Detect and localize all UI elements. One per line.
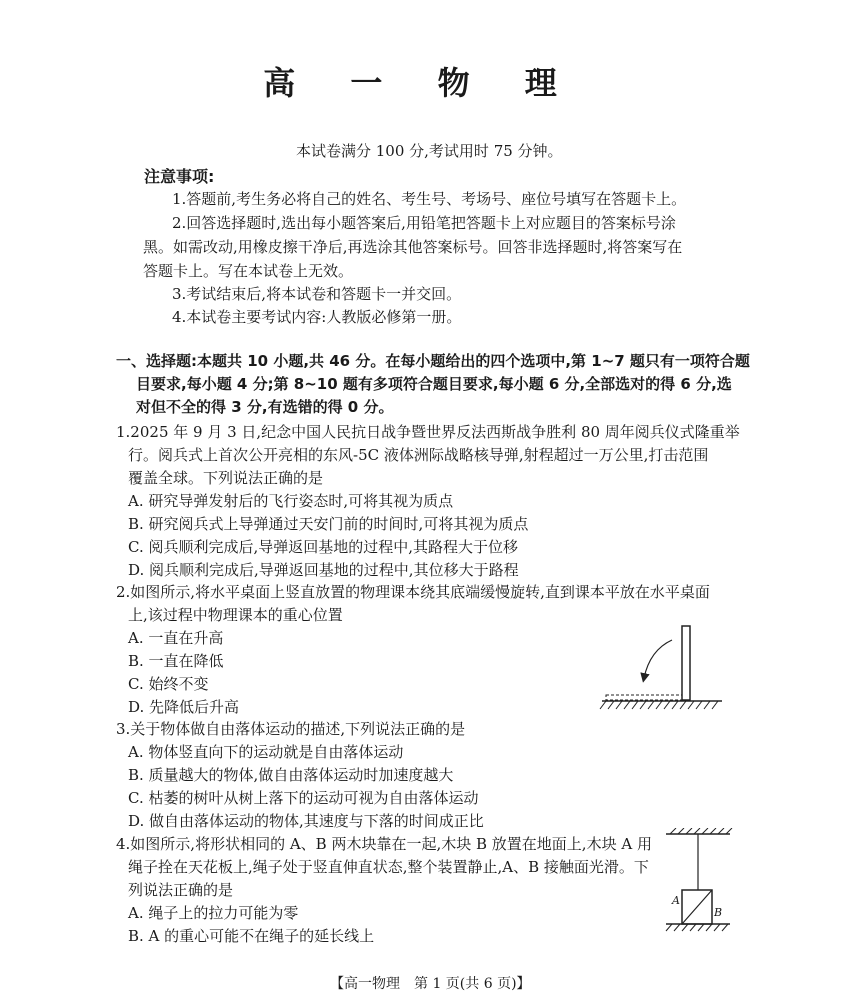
question-4-option-b: B. A 的重心可能不在绳子的延长线上 <box>128 927 375 945</box>
block-b-label: B <box>714 906 723 919</box>
section-instructions: 一、选择题:本题共 10 小题,共 46 分。在每小题给出的四个选项中,第 1~7 题只有一项符合题 <box>116 352 750 370</box>
question-3-option-c: C. 枯萎的树叶从树上落下的运动可视为自由落体运动 <box>128 789 479 807</box>
table-hatching <box>600 701 718 709</box>
blocks-figure <box>660 828 736 932</box>
question-2-option-a: A. 一直在升高 <box>128 629 224 647</box>
question-3-stem: 3.关于物体做自由落体运动的描述,下列说法正确的是 <box>116 720 466 738</box>
question-4-stem: 绳子拴在天花板上,绳子处于竖直伸直状态,整个装置静止,A、B 接触面光滑。下 <box>128 858 649 876</box>
notice-item: 3.考试结束后,将本试卷和答题卡一并交回。 <box>172 285 462 303</box>
question-4-option-a: A. 绳子上的拉力可能为零 <box>128 904 299 922</box>
section-instructions: 对但不全的得 3 分,有选错的得 0 分。 <box>136 398 394 416</box>
notice-item: 4.本试卷主要考试内容:人教版必修第一册。 <box>172 308 462 326</box>
ceiling-hatching <box>670 828 732 834</box>
question-2-stem: 上,该过程中物理课本的重心位置 <box>128 606 343 624</box>
question-3-option-b: B. 质量越大的物体,做自由落体运动时加速度越大 <box>128 766 454 784</box>
notice-item: 2.回答选择题时,选出每小题答案后,用铅笔把答题卡上对应题目的答案标号涂 <box>172 214 676 232</box>
question-4-stem: 4.如图所示,将形状相同的 A、B 两木块靠在一起,木块 B 放置在地面上,木块 A 用 <box>116 835 652 853</box>
question-2-option-d: D. 先降低后升高 <box>128 698 240 716</box>
page-title: 高 一 物 理 <box>263 64 579 102</box>
notice-item: 答题卡上。写在本试卷上无效。 <box>143 262 354 280</box>
section-instructions: 目要求,每小题 4 分;第 8~10 题有多项符合题目要求,每小题 6 分,全部选对的得 6 分,选 <box>136 375 732 393</box>
rotation-arrow <box>644 640 672 678</box>
question-2-stem: 2.如图所示,将水平桌面上竖直放置的物理课本绕其底端缓慢旋转,直到课本平放在水平桌面 <box>116 583 710 601</box>
question-3-option-d: D. 做自由落体运动的物体,其速度与下落的时间成正比 <box>128 812 484 830</box>
question-1-option-d: D. 阅兵顺利完成后,导弹返回基地的过程中,其位移大于路程 <box>128 561 519 579</box>
question-1-option-b: B. 研究阅兵式上导弹通过天安门前的时间时,可将其视为质点 <box>128 515 529 533</box>
question-1-option-a: A. 研究导弹发射后的飞行姿态时,可将其视为质点 <box>128 492 454 510</box>
ground-hatching <box>666 924 728 931</box>
notice-item: 1.答题前,考生务必将自己的姓名、考生号、考场号、座位号填写在答题卡上。 <box>172 190 687 208</box>
question-1-stem: 1.2025 年 9 月 3 日,纪念中国人民抗日战争暨世界反法西斯战争胜利 80 周年阅兵仪式隆重举 <box>116 423 740 441</box>
question-2-option-b: B. 一直在降低 <box>128 652 224 670</box>
upright-book <box>682 626 690 700</box>
question-1-stem: 覆盖全球。下列说法正确的是 <box>128 469 324 487</box>
notice-item: 黑。如需改动,用橡皮擦干净后,再选涂其他答案标号。回答非选择题时,将答案写在 <box>143 238 683 256</box>
blocks-diagram <box>660 828 736 932</box>
question-3-option-a: A. 物体竖直向下的运动就是自由落体运动 <box>128 743 404 761</box>
exam-info: 本试卷满分 100 分,考试用时 75 分钟。 <box>296 142 563 160</box>
question-4-stem: 列说法正确的是 <box>128 881 234 899</box>
question-1-option-c: C. 阅兵顺利完成后,导弹返回基地的过程中,其路程大于位移 <box>128 538 519 556</box>
book-rotation-figure <box>598 622 728 714</box>
notice-heading: 注意事项: <box>144 167 215 186</box>
question-1-stem: 行。阅兵式上首次公开亮相的东风-5C 液体洲际战略核导弹,射程超过一万公里,打击范围 <box>128 446 709 464</box>
flat-book-dashed <box>606 695 682 700</box>
block-a-label: A <box>672 894 680 907</box>
page-footer: 【高一物理 第 1 页(共 6 页)】 <box>330 976 531 992</box>
question-2-option-c: C. 始终不变 <box>128 675 209 693</box>
